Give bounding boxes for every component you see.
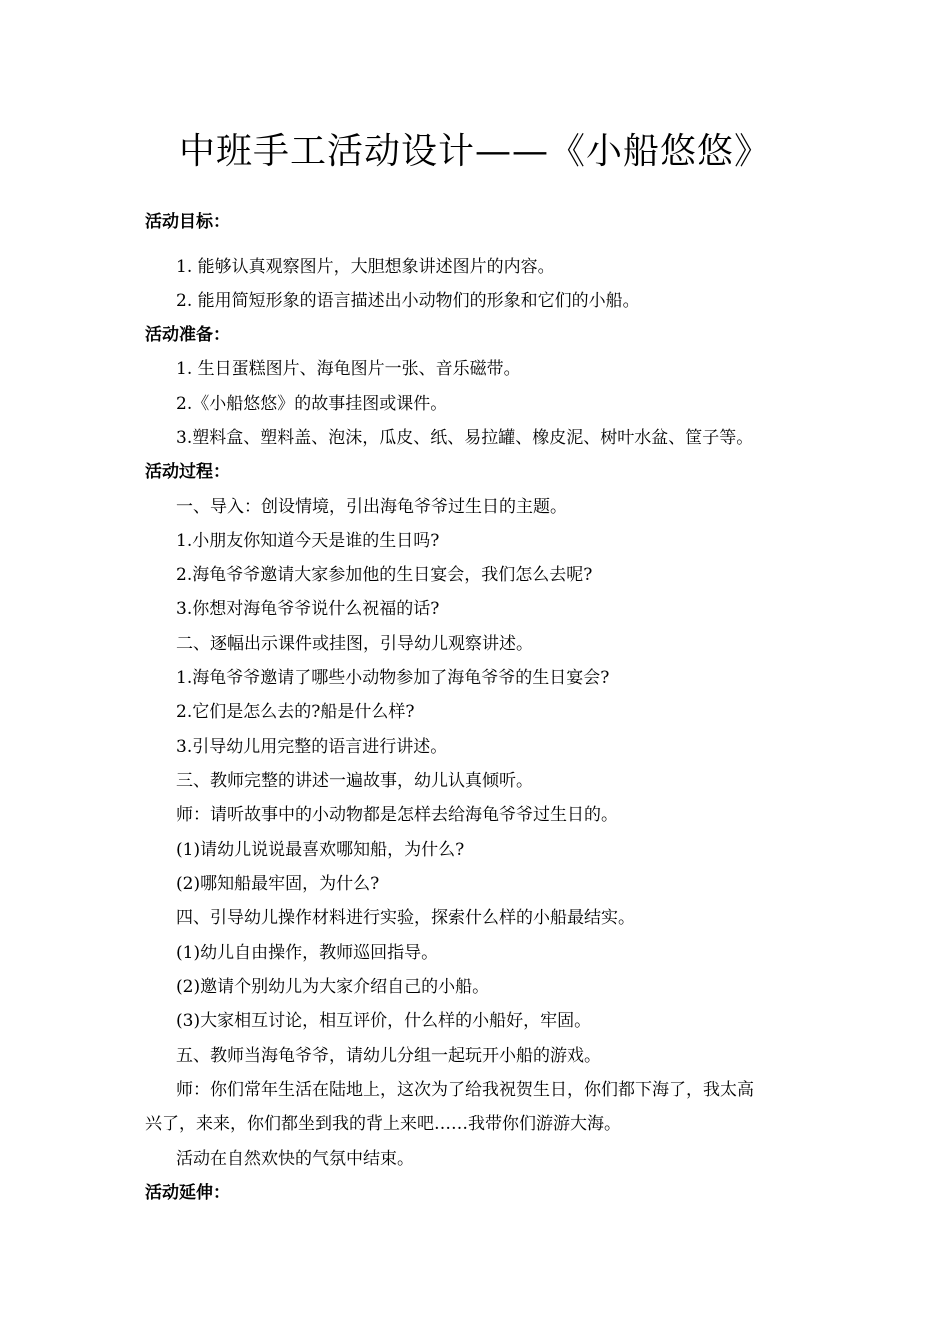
- process-line: 师：请听故事中的小动物都是怎样去给海龟爷爷过生日的。: [176, 805, 618, 825]
- process-step: 一、导入：创设情境，引出海龟爷爷过生日的主题。: [176, 497, 567, 517]
- preparation-item: 3.塑料盒、塑料盖、泡沫，瓜皮、纸、易拉罐、橡皮泥、树叶水盆、筐子等。: [176, 428, 754, 448]
- preparation-item: 1. 生日蛋糕图片、海龟图片一张、音乐磁带。: [176, 359, 521, 379]
- process-step: 五、教师当海龟爷爷，请幼儿分组一起玩开小船的游戏。: [176, 1046, 601, 1066]
- process-step: 三、教师完整的讲述一遍故事，幼儿认真倾听。: [176, 771, 533, 791]
- process-step: 二、逐幅出示课件或挂图，引导幼儿观察讲述。: [176, 634, 533, 654]
- preparation-item: 2.《小船悠悠》的故事挂图或课件。: [176, 394, 448, 414]
- process-line: 3.你想对海龟爷爷说什么祝福的话?: [176, 599, 440, 619]
- process-line: 3.引导幼儿用完整的语言进行讲述。: [176, 737, 448, 757]
- process-line: 活动在自然欢快的气氛中结束。: [176, 1149, 414, 1169]
- process-line: 1.海龟爷爷邀请了哪些小动物参加了海龟爷爷的生日宴会?: [176, 668, 610, 688]
- process-line: 师：你们常年生活在陆地上，这次为了给我祝贺生日，你们都下海了，我太高: [176, 1080, 754, 1100]
- process-line: (2)哪知船最牢固，为什么?: [176, 874, 380, 894]
- page-title: 中班手工活动设计——《小船悠悠》: [178, 131, 771, 172]
- goal-item: 1. 能够认真观察图片，大胆想象讲述图片的内容。: [176, 257, 555, 277]
- process-line: 2.海龟爷爷邀请大家参加他的生日宴会，我们怎么去呢?: [176, 565, 593, 585]
- process-step: 四、引导幼儿操作材料进行实验，探索什么样的小船最结实。: [176, 908, 635, 928]
- process-line: 1.小朋友你知道今天是谁的生日吗?: [176, 531, 440, 551]
- process-line: (3)大家相互讨论，相互评价，什么样的小船好，牢固。: [176, 1011, 592, 1031]
- process-line: 2.它们是怎么去的?船是什么样?: [176, 702, 415, 722]
- goal-item: 2. 能用简短形象的语言描述出小动物们的形象和它们的小船。: [176, 291, 640, 311]
- process-line: (1)幼儿自由操作，教师巡回指导。: [176, 943, 439, 963]
- process-line: 兴了，来来，你们都坐到我的背上来吧……我带你们游游大海。: [145, 1114, 621, 1134]
- section-heading-process: 活动过程：: [145, 462, 230, 482]
- section-heading-preparation: 活动准备：: [145, 325, 230, 345]
- process-line: (2)邀请个别幼儿为大家介绍自己的小船。: [176, 977, 490, 997]
- section-heading-goals: 活动目标：: [145, 212, 230, 232]
- process-line: (1)请幼儿说说最喜欢哪知船，为什么?: [176, 840, 465, 860]
- section-heading-extension: 活动延伸：: [145, 1183, 230, 1203]
